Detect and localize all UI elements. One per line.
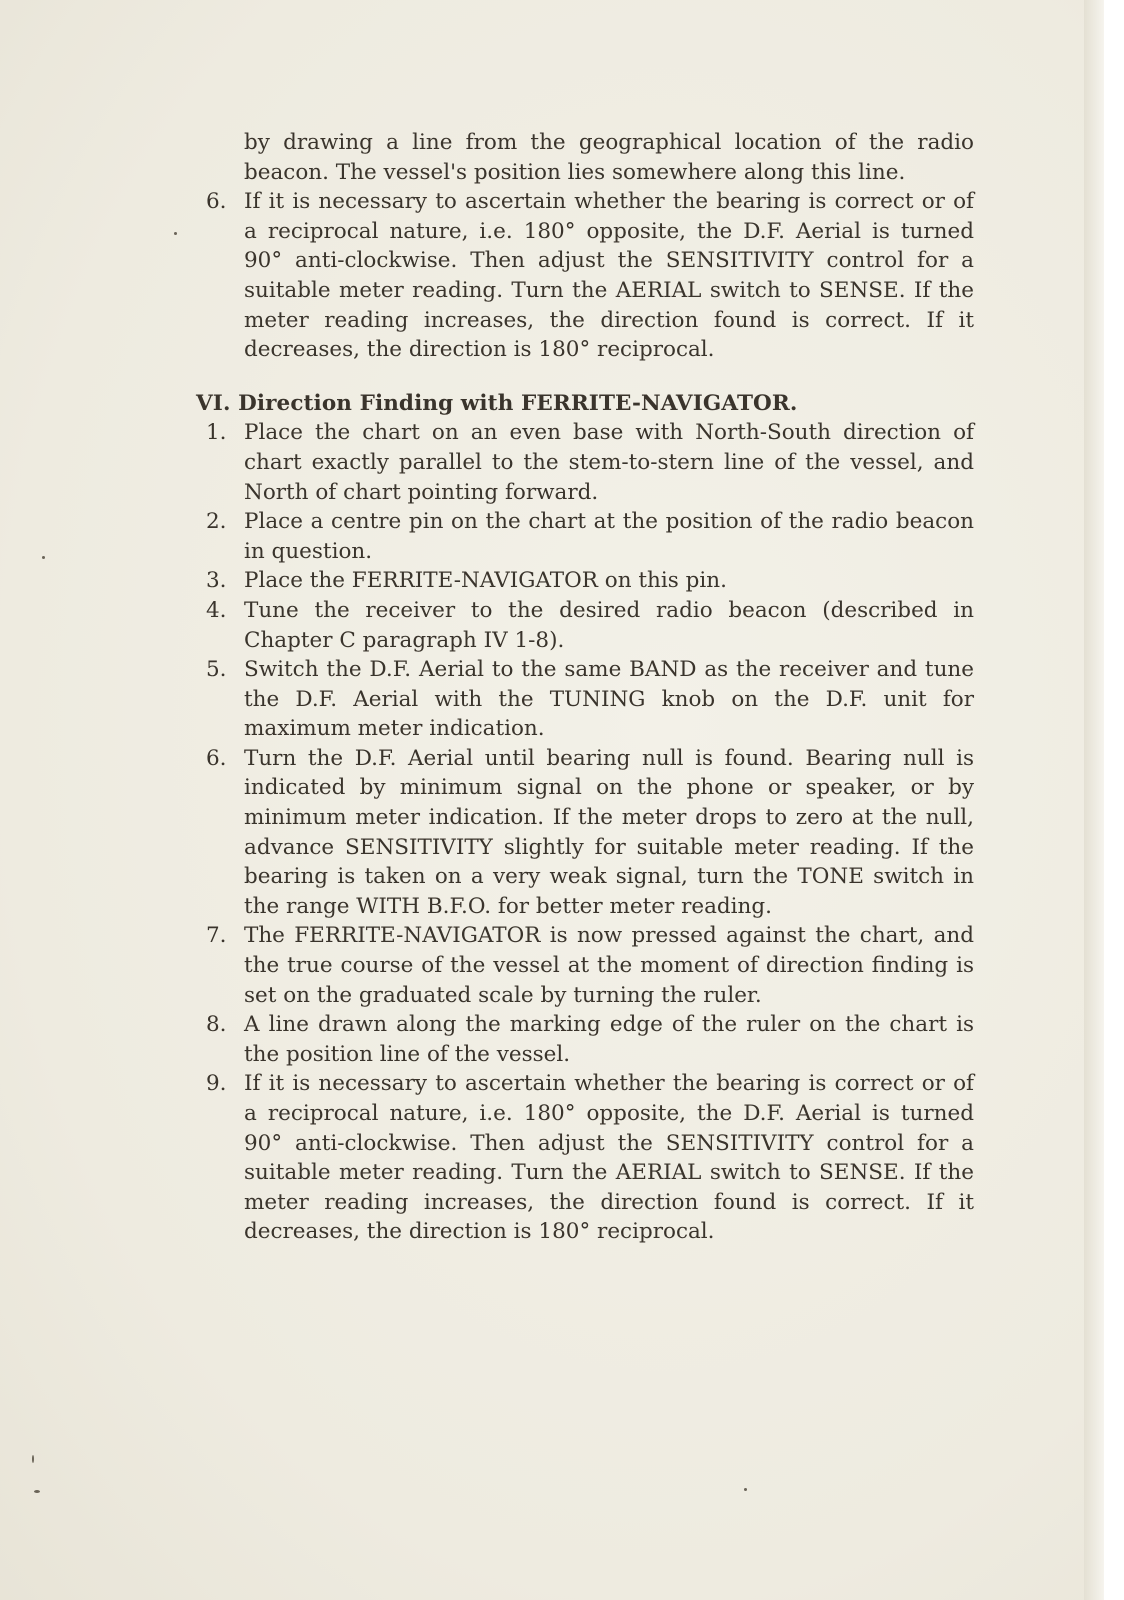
item-text: The FERRITE-NAVIGATOR is now pressed against the chart, and the true course of the vessel at the moment of direction finding is set on the graduated scale by turning the ruler. [244, 923, 974, 1008]
list-item [196, 655, 974, 744]
item-number: 5. [206, 657, 227, 683]
item-text: Place a centre pin on the chart at the position of the radio beacon in question. [244, 509, 974, 564]
item-text: Switch the D.F. Aerial to the same BAND as the receiver and tune the D.F. Aerial with the TUNING knob on the D.F. unit for maximum meter indication. [244, 657, 974, 742]
item-number: 7. [206, 923, 227, 949]
section-heading: VI. Direction Finding with FERRITE-NAVIGATOR. [196, 390, 798, 416]
paper-speck [42, 556, 45, 559]
item-text: Place the chart on an even base with North-South direction of chart exactly parallel to the stem-to-stern line of the vessel, and North of chart pointing forward. [244, 420, 974, 505]
list-item [196, 596, 974, 655]
item-number: 2. [206, 509, 227, 535]
list-item [196, 1069, 974, 1247]
item-number: 6. [206, 745, 227, 771]
list-item [196, 921, 974, 1010]
document-body [196, 128, 974, 1247]
paper-speck [744, 1488, 747, 1491]
item-text: Turn the D.F. Aerial until bearing null is found. Bearing null is indicated by minimum signal on the phone or speaker, or by minimum meter indication. If the meter drops to zero at the null, advance SENSITIVITY slightly for suitable meter reading. If the bearing is taken on a very weak signal, turn the TONE switch in the range WITH B.F.O. for better meter reading. [244, 745, 974, 919]
item-text: If it is necessary to ascertain whether the bearing is correct or of a reciprocal nature, i.e. 180° opposite, the D.F. Aerial is turned 90° anti-clockwise. Then adjust the SENSITIVITY control for a suitable meter reading. Turn the AERIAL switch to SENSE. If the meter reading increases, the direction found is correct. If it decreases, the direction is 180° reciprocal. [244, 189, 974, 363]
item-text: Place the FERRITE-NAVIGATOR on this pin. [244, 568, 727, 594]
paper-speck [174, 232, 177, 235]
item-text: A line drawn along the marking edge of the ruler on the chart is the position line of the vessel. [244, 1012, 974, 1067]
item-text: Tune the receiver to the desired radio beacon (described in Chapter C paragraph IV 1-8). [244, 597, 974, 653]
page-edge [1084, 0, 1104, 1600]
item-number: 9. [206, 1071, 227, 1097]
list-item [196, 507, 974, 566]
item-text: If it is necessary to ascertain whether the bearing is correct or of a reciprocal nature, i.e. 180° opposite, the D.F. Aerial is turned 90° anti-clockwise. Then adjust the SENSITIVITY control for a suitable meter reading. Turn the AERIAL switch to SENSE. If the meter reading increases, the direction found is correct. If it decreases, the direction is 180° reciprocal. [244, 1071, 974, 1245]
paper-speck [34, 1490, 40, 1493]
list-item [196, 744, 974, 922]
item-number: 3. [206, 568, 227, 594]
list-item [196, 1010, 974, 1069]
list-item [196, 566, 974, 596]
item-number: 4. [206, 597, 227, 623]
list-item [196, 418, 974, 507]
paper-speck [32, 1455, 34, 1463]
list-item [196, 187, 974, 365]
item-number: 1. [206, 420, 227, 446]
continuation-paragraph: by drawing a line from the geographical location of the radio beacon. The vessel's position lies somewhere along this line. [244, 130, 974, 185]
item-number: 8. [206, 1012, 227, 1038]
item-number: 6. [206, 189, 227, 215]
